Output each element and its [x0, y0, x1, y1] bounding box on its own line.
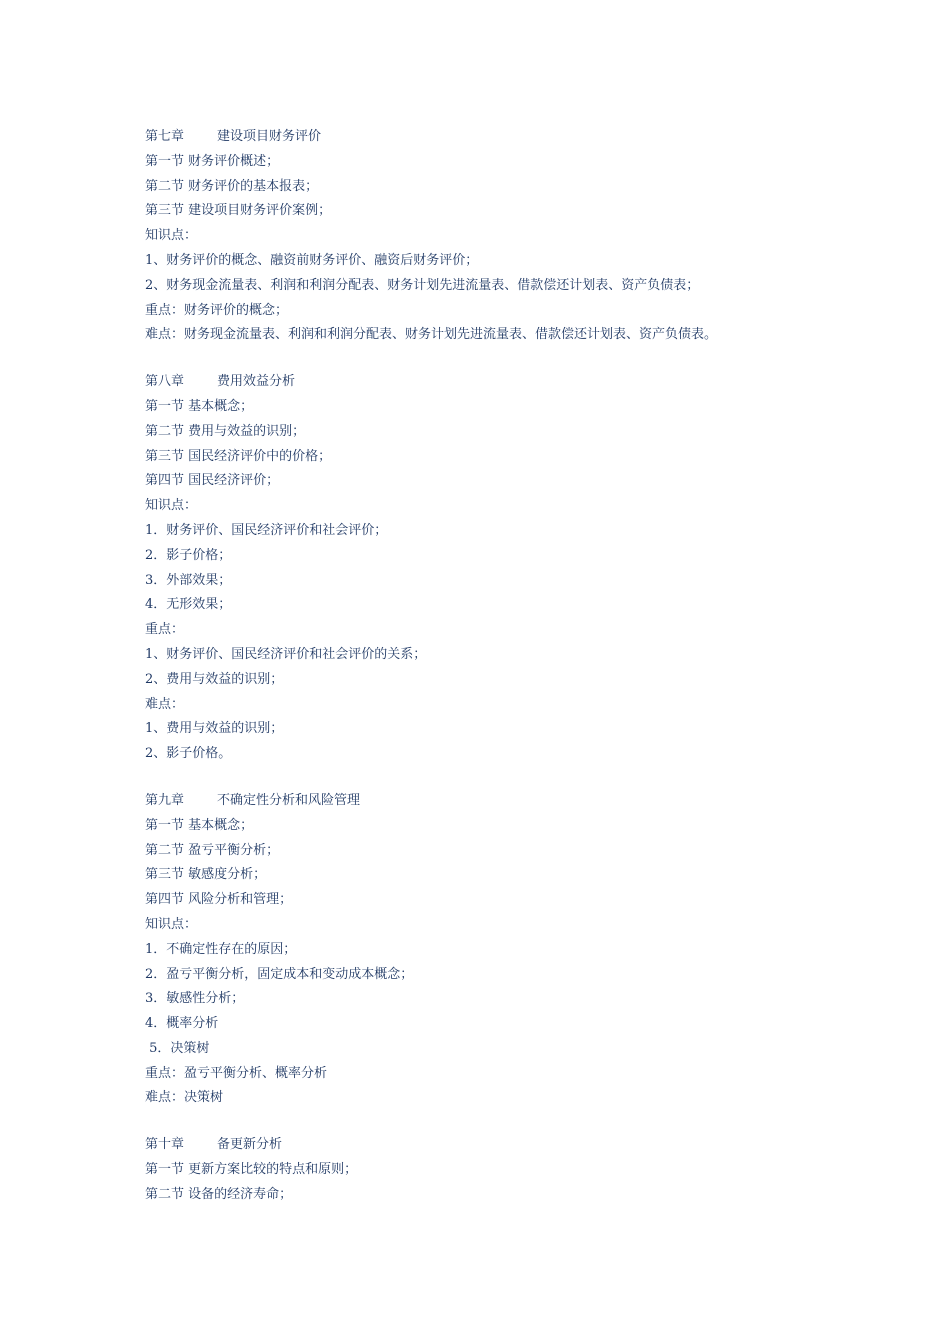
knowledge-item: 5．决策树 [145, 1040, 210, 1056]
knowledge-item: 2．影子价格； [145, 547, 232, 563]
section-line: 第四节 国民经济评价； [145, 473, 280, 489]
knowledge-item: 1、财务评价的概念、融资前财务评价、融资后财务评价； [145, 252, 479, 268]
knowledge-item: 4．无形效果； [145, 597, 232, 613]
knowledge-item: 3．敏感性分析； [145, 991, 245, 1007]
difficult-point: 难点：决策树 [145, 1090, 224, 1106]
section-line: 第三节 国民经济评价中的价格； [145, 448, 332, 464]
knowledge-heading: 知识点： [145, 916, 198, 932]
section-line: 第三节 建设项目财务评价案例； [145, 203, 332, 219]
section-line: 第一节 财务评价概述； [145, 153, 280, 169]
section-line: 第四节 风险分析和管理； [145, 892, 293, 908]
knowledge-item: 2、财务现金流量表、利润和利润分配表、财务计划先进流量表、借款偿还计划表、资产负债表； [145, 277, 700, 293]
section-line: 第二节 盈亏平衡分析； [145, 842, 280, 858]
chapter-title: 第十章 备更新分析 [145, 1137, 283, 1153]
section-gap [145, 767, 905, 789]
difficult-point: 难点：财务现金流量表、利润和利润分配表、财务计划先进流量表、借款偿还计划表、资产负债表。 [145, 327, 718, 343]
section-gap [145, 1111, 905, 1133]
knowledge-item: 1．不确定性存在的原因； [145, 941, 297, 957]
difficult-point-heading: 难点： [145, 696, 185, 712]
knowledge-item: 2．盈亏平衡分析，固定成本和变动成本概念； [145, 966, 414, 982]
section-line: 第二节 设备的经济寿命； [145, 1186, 293, 1202]
knowledge-item: 3．外部效果； [145, 572, 232, 588]
chapter-7 [145, 125, 905, 348]
chapter-title: 第九章 不确定性分析和风险管理 [145, 792, 361, 808]
section-line: 第二节 财务评价的基本报表； [145, 178, 319, 194]
section-line: 第一节 基本概念； [145, 398, 254, 414]
document-page [145, 125, 905, 1208]
knowledge-item: 4．概率分析 [145, 1016, 219, 1032]
difficult-point-item: 2、影子价格。 [145, 746, 232, 762]
section-line: 第一节 更新方案比较的特点和原则； [145, 1162, 358, 1178]
knowledge-item: 1．财务评价、国民经济评价和社会评价； [145, 522, 388, 538]
section-line: 第三节 敏感度分析； [145, 867, 267, 883]
chapter-8 [145, 370, 905, 767]
key-point: 重点：盈亏平衡分析、概率分析 [145, 1065, 328, 1081]
section-line: 第一节 基本概念； [145, 817, 254, 833]
difficult-point-item: 1、费用与效益的识别； [145, 721, 284, 737]
chapter-9 [145, 789, 905, 1111]
chapter-title: 第八章 费用效益分析 [145, 374, 296, 390]
knowledge-heading: 知识点： [145, 228, 198, 244]
chapter-title: 第七章 建设项目财务评价 [145, 129, 322, 144]
key-point-item: 2、费用与效益的识别； [145, 671, 284, 687]
knowledge-heading: 知识点： [145, 498, 198, 514]
key-point-item: 1、财务评价、国民经济评价和社会评价的关系； [145, 646, 427, 662]
chapter-10 [145, 1133, 905, 1207]
key-point: 重点：财务评价的概念； [145, 302, 289, 318]
section-gap [145, 348, 905, 370]
key-point-heading: 重点： [145, 622, 185, 638]
section-line: 第二节 费用与效益的识别； [145, 423, 306, 439]
